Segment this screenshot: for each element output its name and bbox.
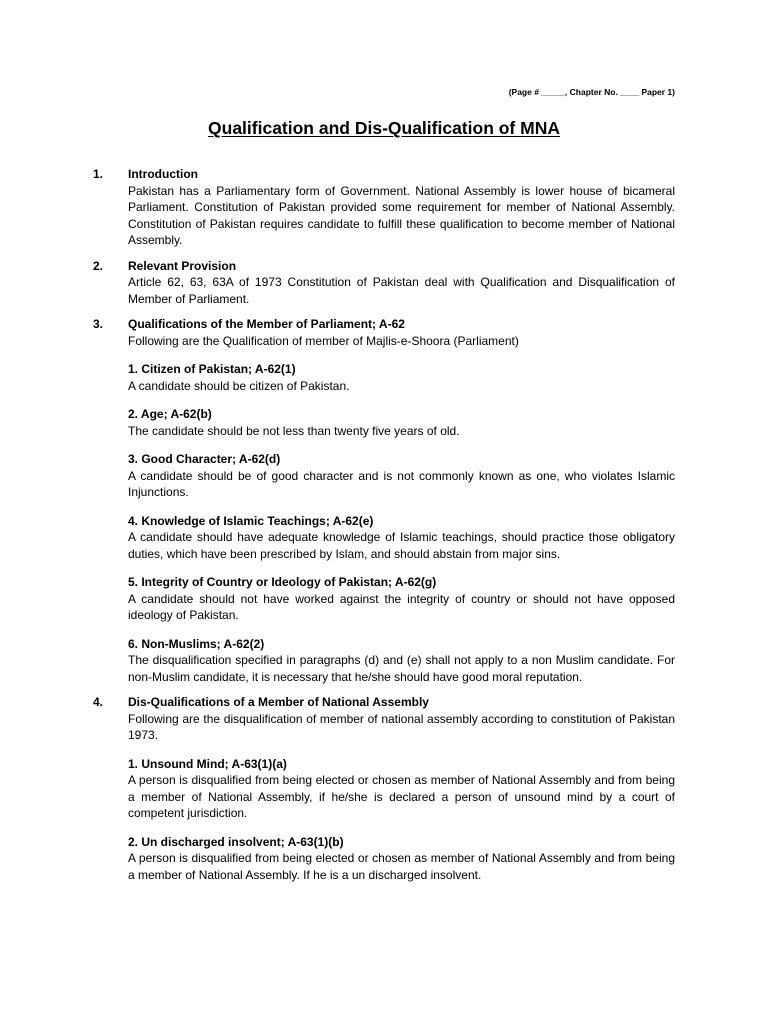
item-text: The disqualification specified in paragraphs (d) and (e) shall not apply to a non Muslim candidate. For non-Muslim candidate, it is necessary that he/she should have good moral reputation. bbox=[128, 653, 675, 684]
disqualification-item bbox=[128, 834, 675, 884]
section-text: Following are the disqualification of member of national assembly according to constitution of Pakistan 1973. bbox=[128, 711, 675, 742]
qualification-item bbox=[128, 451, 675, 501]
section-text: Pakistan has a Parliamentary form of Government. National Assembly is lower house of bicameral Parliament. Constitution of Pakistan provided some requirement for member of National Assembly. Constitution of Pakistan requires candidate to fulfill these qualification to become member of National Assembly. bbox=[128, 183, 675, 247]
section-heading: Introduction bbox=[128, 167, 198, 181]
section-text: Following are the Qualification of member of Majlis-e-Shoora (Parliament) bbox=[128, 333, 519, 348]
section-introduction bbox=[93, 166, 675, 249]
section-qualifications bbox=[93, 316, 675, 685]
item-heading: 2. Age; A-62(b) bbox=[128, 407, 212, 421]
section-number: 4. bbox=[93, 695, 104, 709]
section-text: Article 62, 63, 63A of 1973 Constitution of Pakistan deal with Qualification and Disqualification of Member of Parliament. bbox=[128, 275, 675, 306]
item-text: A candidate should have adequate knowledge of Islamic teachings, should practice those obligatory duties, which have been prescribed by Islam, and should abstain from major sins. bbox=[128, 530, 675, 561]
item-heading: 2. Un discharged insolvent; A-63(1)(b) bbox=[128, 834, 344, 849]
section-body bbox=[128, 166, 675, 249]
item-text: A person is disqualified from being elected or chosen as member of National Assembly and from being a member of National Assembly. If he is a un discharged insolvent. bbox=[128, 851, 675, 882]
item-heading: 3. Good Character; A-62(d) bbox=[128, 452, 281, 466]
item-heading: 5. Integrity of Country or Ideology of Pakistan; A-62(g) bbox=[128, 575, 437, 589]
qualification-item bbox=[128, 574, 675, 624]
section-body bbox=[128, 316, 675, 685]
section-number: 3. bbox=[93, 317, 104, 331]
item-heading: 4. Knowledge of Islamic Teachings; A-62(e) bbox=[128, 513, 374, 528]
document-title: Qualification and Dis-Qualification of MNA bbox=[208, 118, 560, 138]
section-number: 1. bbox=[93, 167, 104, 181]
qualification-item bbox=[128, 636, 675, 686]
section-body bbox=[128, 694, 675, 883]
item-text: A candidate should be of good character and is not commonly known as one, who violates Islamic Injunctions. bbox=[128, 468, 675, 499]
section-heading: Dis-Qualifications of a Member of National Assembly bbox=[128, 695, 429, 709]
section-relevant-provision bbox=[93, 258, 675, 308]
item-text: A person is disqualified from being elected or chosen as member of National Assembly and from being a member of National Assembly, if he/she is declared a person of unsound mind by a court of competent jurisdiction. bbox=[128, 773, 675, 820]
item-heading: 6. Non-Muslims; A-62(2) bbox=[128, 636, 265, 651]
document-body bbox=[93, 166, 675, 892]
qualification-item bbox=[128, 361, 675, 394]
qualification-item bbox=[128, 406, 675, 439]
disqualification-item bbox=[128, 756, 675, 822]
item-heading: 1. Unsound Mind; A-63(1)(a) bbox=[128, 756, 287, 771]
qualification-item bbox=[128, 513, 675, 563]
section-disqualifications bbox=[93, 694, 675, 883]
section-heading: Qualifications of the Member of Parliament; A-62 bbox=[128, 317, 405, 331]
section-number: 2. bbox=[93, 258, 104, 273]
page-reference: (Page # _____, Chapter No. ____ Paper 1) bbox=[508, 87, 675, 97]
section-body bbox=[128, 258, 675, 308]
item-text: A candidate should not have worked against the integrity of country or should not have opposed ideology of Pakistan. bbox=[128, 591, 675, 622]
item-text: A candidate should be citizen of Pakistan. bbox=[128, 378, 350, 393]
section-heading: Relevant Provision bbox=[128, 258, 237, 273]
item-heading: 1. Citizen of Pakistan; A-62(1) bbox=[128, 362, 296, 376]
item-text: The candidate should be not less than twenty five years of old. bbox=[128, 423, 460, 438]
